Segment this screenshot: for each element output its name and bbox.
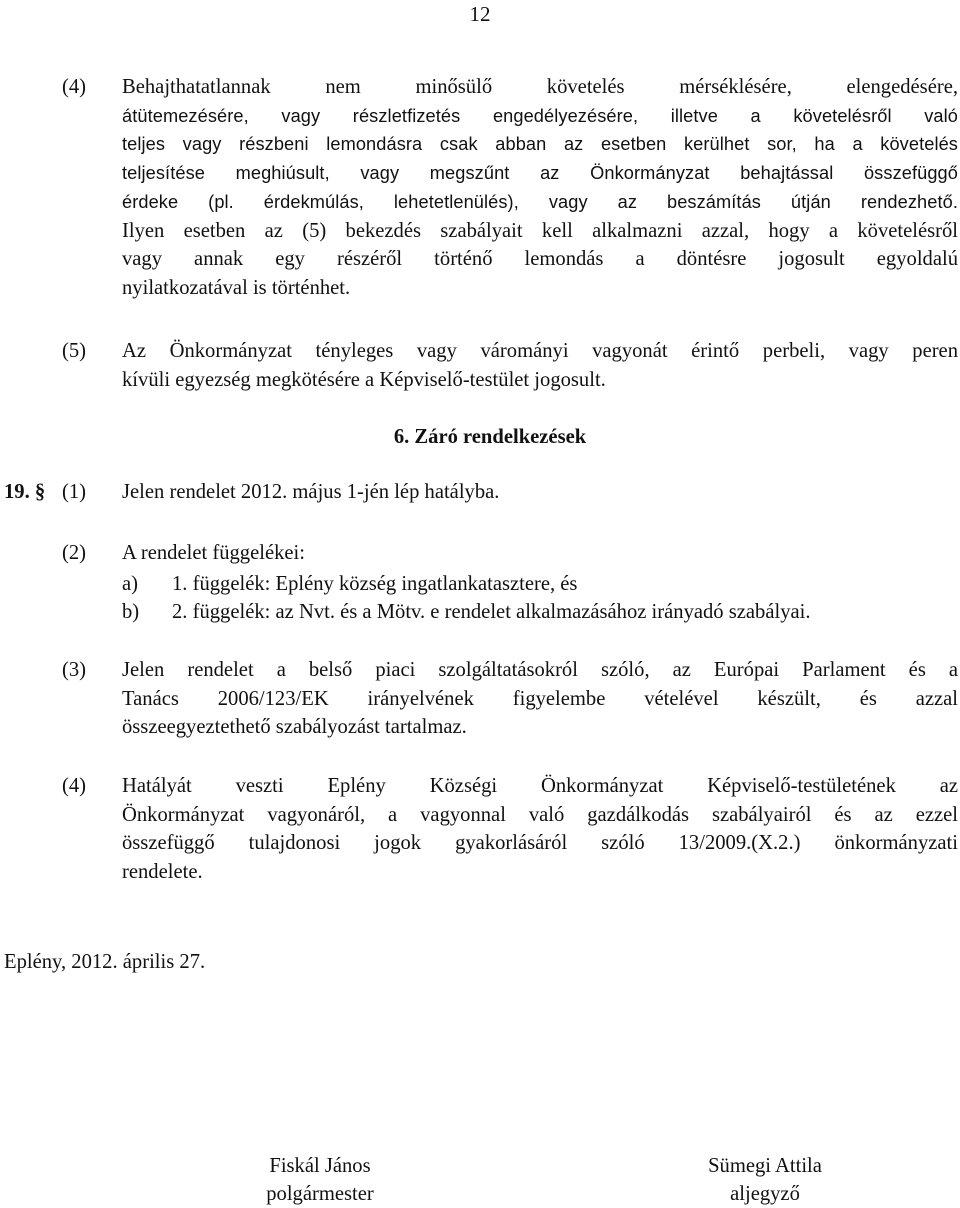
signature-left <box>220 1152 420 1208</box>
place-date: Eplény, 2012. április 27. <box>4 951 206 973</box>
text-line: rendelete. <box>122 861 203 884</box>
section-number: 19. § <box>4 481 46 503</box>
page-number: 12 <box>469 2 491 26</box>
signatory-name: Sümegi Attila <box>708 1155 822 1177</box>
paragraph-number: (2) <box>62 542 87 564</box>
text-line: Jelen rendelet 2012. május 1-jén lép hatályba. <box>122 481 500 503</box>
text-line: vagy annak egy részéről történő lemondás a döntésre jogosult egyoldalú <box>122 248 958 271</box>
paragraph-body <box>122 539 958 568</box>
list-item-letter: b) <box>122 601 140 623</box>
section-heading <box>0 423 960 451</box>
paragraph-number: (5) <box>62 340 87 362</box>
text-line: Hatályát veszti Eplény Községi Önkormányzat Képviselő-testületének az <box>122 775 958 797</box>
signature-right <box>665 1152 865 1208</box>
text-line: összeegyeztethető szabályozást tartalmaz. <box>122 716 467 739</box>
paragraph-body <box>122 478 958 507</box>
text-line: érdeke (pl. érdekmúlás, lehetetlenülés), vagy az beszámítás útján rendezhető. <box>122 191 958 212</box>
text-line: kívüli egyezség megkötésére a Képviselő-testület jogosult. <box>122 368 606 391</box>
list-item-text: 2. függelék: az Nvt. és a Mötv. e rendelet alkalmazásához irányadó szabályai. <box>172 601 811 623</box>
text-line: átütemezésére, vagy részletfizetés engedélyezésére, illetve a követelésről való <box>122 105 958 126</box>
heading-text: 6. Záró rendelkezések <box>393 426 587 448</box>
paragraph-number: (4) <box>62 775 87 797</box>
text-line: Jelen rendelet a belső piaci szolgáltatásokról szóló, az Európai Parlament és a <box>122 659 958 681</box>
list-item-text: 1. függelék: Eplény község ingatlankatasztere, és <box>172 573 578 595</box>
text-line: teljes vagy részbeni lemondásra csak abban az esetben kerülhet sor, ha a követelés <box>122 134 958 155</box>
paragraph-body <box>122 772 958 887</box>
signatory-name: Fiskál János <box>269 1155 371 1177</box>
text-line: Behajthatatlannak nem minősülő követelés mérséklésére, elengedésére, <box>122 76 958 98</box>
paragraph-body <box>122 337 958 394</box>
text-line: A rendelet függelékei: <box>122 542 305 564</box>
text-line: Az Önkormányzat tényleges vagy várományi vagyonát érintő perbeli, vagy peren <box>122 340 958 362</box>
text-line: Tanács 2006/123/EK irányelvének figyelembe vételével készült, és azzal <box>122 687 958 710</box>
text-line: teljesítése meghiúsult, vagy megszűnt az Önkormányzat behajtással összefüggő <box>122 163 958 184</box>
paragraph-number: (3) <box>62 659 87 681</box>
paragraph-body <box>122 656 958 742</box>
paragraph-number: (4) <box>62 76 87 98</box>
signatory-title: polgármester <box>266 1183 374 1205</box>
list-item-letter: a) <box>122 573 138 595</box>
paragraph-body <box>122 73 958 303</box>
text-line: összefüggő tulajdonosi jogok gyakorlásáról szóló 13/2009.(X.2.) önkormányzati <box>122 832 958 855</box>
paragraph-number: (1) <box>62 481 87 503</box>
signatory-title: aljegyző <box>730 1183 800 1205</box>
text-line: Önkormányzat vagyonáról, a vagyonnal való gazdálkodás szabályairól és az ezzel <box>122 803 958 826</box>
text-line: nyilatkozatával is történhet. <box>122 276 351 299</box>
text-line: Ilyen esetben az (5) bekezdés szabályait kell alkalmazni azzal, hogy a követelésről <box>122 219 958 242</box>
